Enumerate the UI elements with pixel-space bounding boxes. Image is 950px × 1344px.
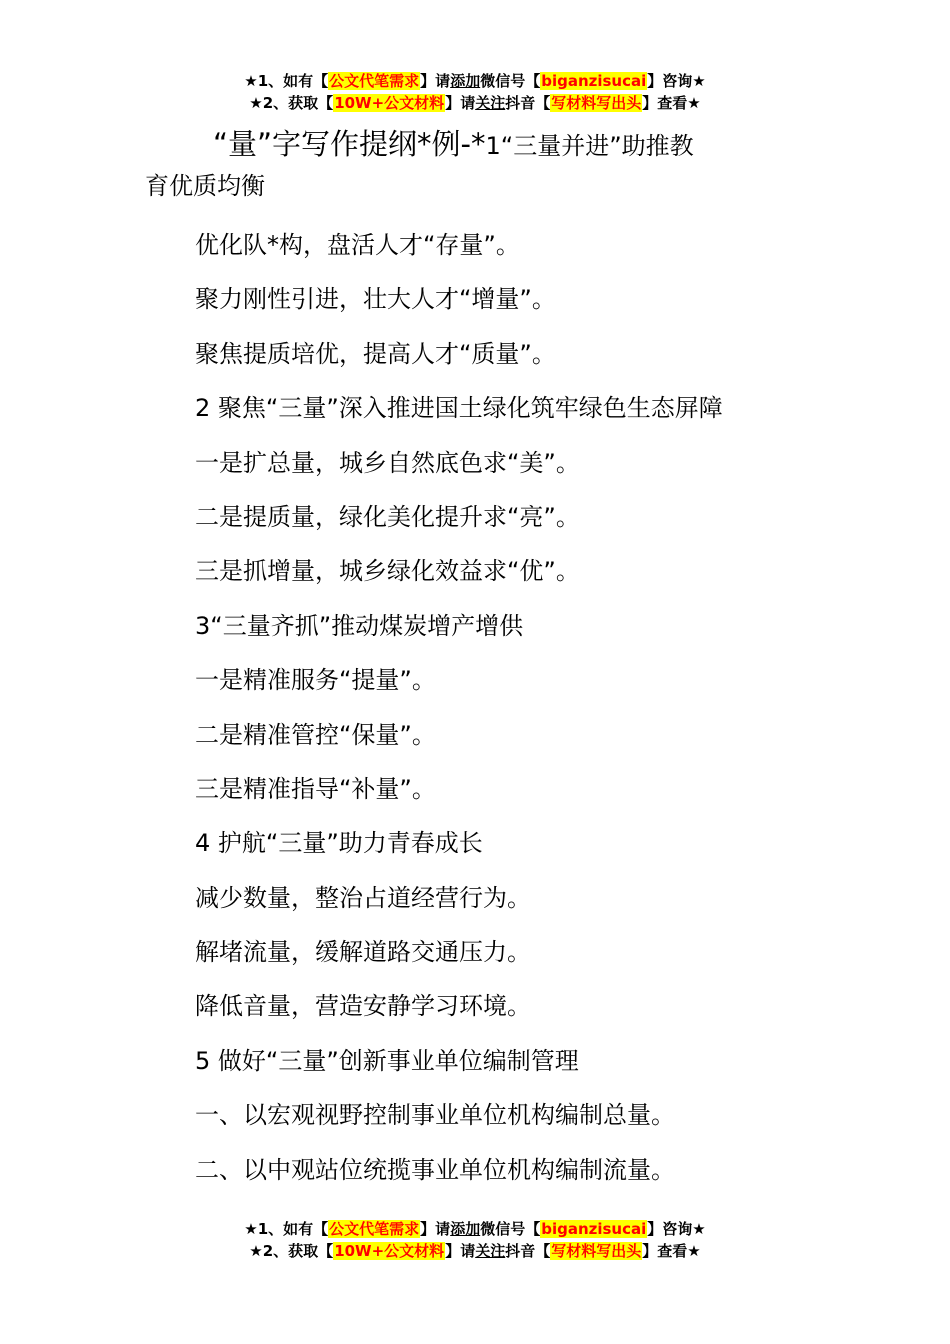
banner-highlight: 写材料写出头 [551,94,642,112]
banner-text: ★1、如有【 [244,72,329,90]
section-heading: 5 做好“三量”创新事业单位编制管理 [195,1046,579,1075]
banner-highlight: 10W+公文材料 [334,94,445,112]
banner-highlight: 公文代笔需求 [329,1220,420,1238]
footer-banner [0,1218,950,1262]
body-line: 一是精准服务“提量”。 [195,666,436,695]
title-line-2: 育优质均衡 [145,172,265,200]
section-heading: 3“三量齐抓”推动煤炭增产增供 [195,611,524,640]
body-line: 二、以中观站位统揽事业单位机构编制流量。 [195,1155,675,1184]
banner-text: 】查看★ [642,1242,701,1260]
body-line: 一、以宏观视野控制事业单位机构编制总量。 [195,1101,675,1130]
banner-highlight: 写材料写出头 [551,1242,642,1260]
body-line: 聚力刚性引进，壮大人才“增量”。 [195,285,556,314]
banner-highlight: 10W+公文材料 [334,1242,445,1260]
footer-banner-line-2 [0,1240,950,1262]
banner-underlined-text: 关注 [475,1242,506,1260]
banner-text: 】请 [445,1242,476,1260]
body-line: 降低音量，营造安静学习环境。 [195,992,531,1021]
banner-text: 】请 [445,94,476,112]
banner-underlined-text: 关注 [475,94,506,112]
banner-text: 微信号【 [480,1220,541,1238]
header-banner-line-2 [0,92,950,114]
banner-highlight: biganzisucai [541,72,647,90]
body-line: 三是精准指导“补量”。 [195,774,436,803]
body-line: 三是抓增量，城乡绿化效益求“优”。 [195,557,580,586]
title-line-1 [145,122,825,166]
banner-text: 】请 [420,1220,451,1238]
title-subtext: 1“三量并进”助推教 [485,132,694,160]
footer-banner-line-1 [0,1218,950,1240]
body-line: 解堵流量，缓解道路交通压力。 [195,938,531,967]
document-title [145,122,825,206]
banner-text: 抖音【 [505,1242,551,1260]
header-banner-line-1 [0,70,950,92]
header-banner [0,70,950,114]
banner-text: 微信号【 [480,72,541,90]
banner-highlight: biganzisucai [541,1220,647,1238]
body-line: 一是扩总量，城乡自然底色求“美”。 [195,448,580,477]
body-line: 聚焦提质培优，提高人才“质量”。 [195,339,556,368]
title-main-text: “量”字写作提纲*例-* [213,127,486,161]
banner-text: 】咨询★ [647,72,706,90]
banner-highlight: 公文代笔需求 [329,72,420,90]
banner-underlined-text: 添加 [450,1220,481,1238]
banner-text: 】查看★ [642,94,701,112]
banner-text: ★2、获取【 [249,1242,334,1260]
banner-text: 抖音【 [505,94,551,112]
body-line: 二是提质量，绿化美化提升求“亮”。 [195,502,580,531]
body-line: 二是精准管控“保量”。 [195,720,436,749]
banner-text: 】咨询★ [647,1220,706,1238]
banner-text: 】请 [420,72,451,90]
section-heading: 2 聚焦“三量”深入推进国土绿化筑牢绿色生态屏障 [195,394,723,423]
body-line: 减少数量，整治占道经营行为。 [195,883,531,912]
banner-text: ★2、获取【 [249,94,334,112]
banner-underlined-text: 添加 [450,72,481,90]
body-line: 优化队*构，盘活人才“存量”。 [195,231,520,259]
banner-text: ★1、如有【 [244,1220,329,1238]
document-body [195,218,855,1197]
section-heading: 4 护航“三量”助力青春成长 [195,829,483,858]
